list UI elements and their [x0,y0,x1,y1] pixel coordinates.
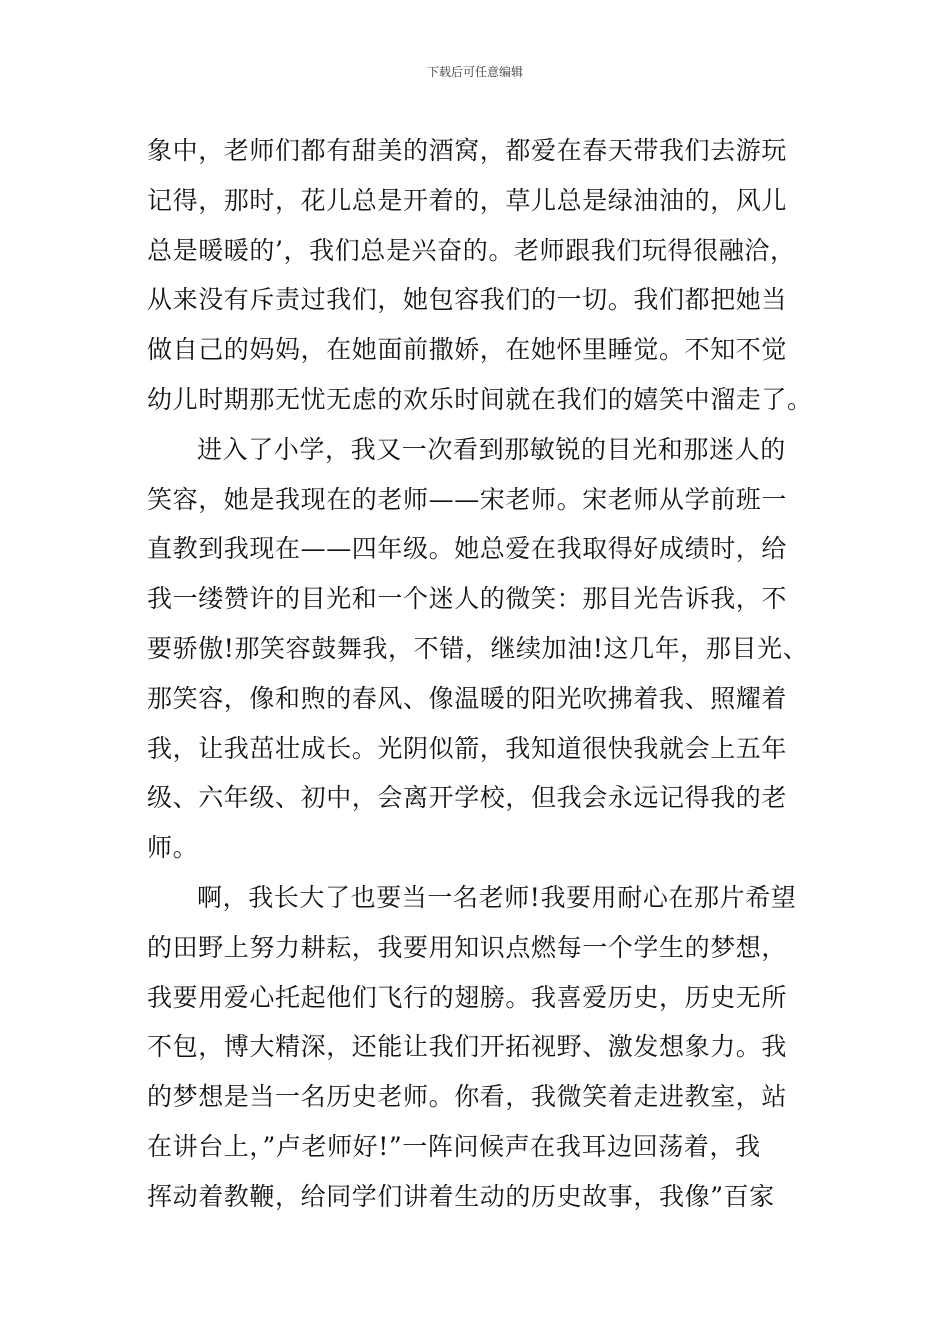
text-line: 笑容，她是我现在的老师——宋老师。宋老师从学前班一 [147,484,788,514]
text-line: 级、六年级、初中，会离开学校，但我会永远记得我的老 [147,783,788,813]
text-line: 的田野上努力耕耘，我要用知识点燃每一个学生的梦想， [147,932,788,962]
text-line: 我要用爱心托起他们飞行的翅膀。我喜爱历史，历史无所 [147,982,788,1012]
text-line: 总是暖暖的’，我们总是兴奋的。老师跟我们玩得很融洽， [147,235,796,265]
paragraph-start-line: 进入了小学，我又一次看到那敏锐的目光和那迷人的 [197,434,786,464]
text-line: 的梦想是当一名历史老师。你看，我微笑着走进教室，站 [147,1082,788,1112]
text-line: 在讲台上，”卢老师好!”一阵问候声在我耳边回荡着，我 [147,1131,761,1161]
text-line: 挥动着教鞭，给同学们讲着生动的历史故事，我像”百家 [147,1181,775,1211]
document-body [147,126,827,1222]
text-line: 不包，博大精深，还能让我们开拓视野、激发想象力。我 [147,1032,788,1062]
text-line: 从来没有斥责过我们，她包容我们的一切。我们都把她当 [147,285,788,315]
paragraph-start-line: 啊，我长大了也要当一名老师!我要用耐心在那片希望 [197,882,797,912]
page-header: 下载后可任意编辑 [426,65,523,79]
text-line: 象中，老师们都有甜美的酒窝，都爱在春天带我们去游玩 [147,136,788,165]
text-line: 师。 [147,833,199,863]
text-line: 直教到我现在——四年级。她总爱在我取得好成绩时，给 [147,534,788,564]
text-line: 幼儿时期那无忧无虑的欢乐时间就在我们的嬉笑中溜走了。 [147,384,813,414]
text-line: 我，让我茁壮成长。光阴似箭，我知道很快我就会上五年 [147,733,788,763]
text-line: 我一缕赞许的目光和一个迷人的微笑：那目光告诉我，不 [147,584,788,614]
text-line: 那笑容，像和煦的春风、像温暖的阳光吹拂着我、照耀着 [147,683,788,713]
text-line: 要骄傲!那笑容鼓舞我，不错，继续加油!这几年，那目光、 [147,633,809,663]
text-line: 做自己的妈妈，在她面前撒娇，在她怀里睡觉。不知不觉 [147,335,788,365]
text-line: 记得，那时，花儿总是开着的，草儿总是绿油油的，风儿 [147,185,788,215]
